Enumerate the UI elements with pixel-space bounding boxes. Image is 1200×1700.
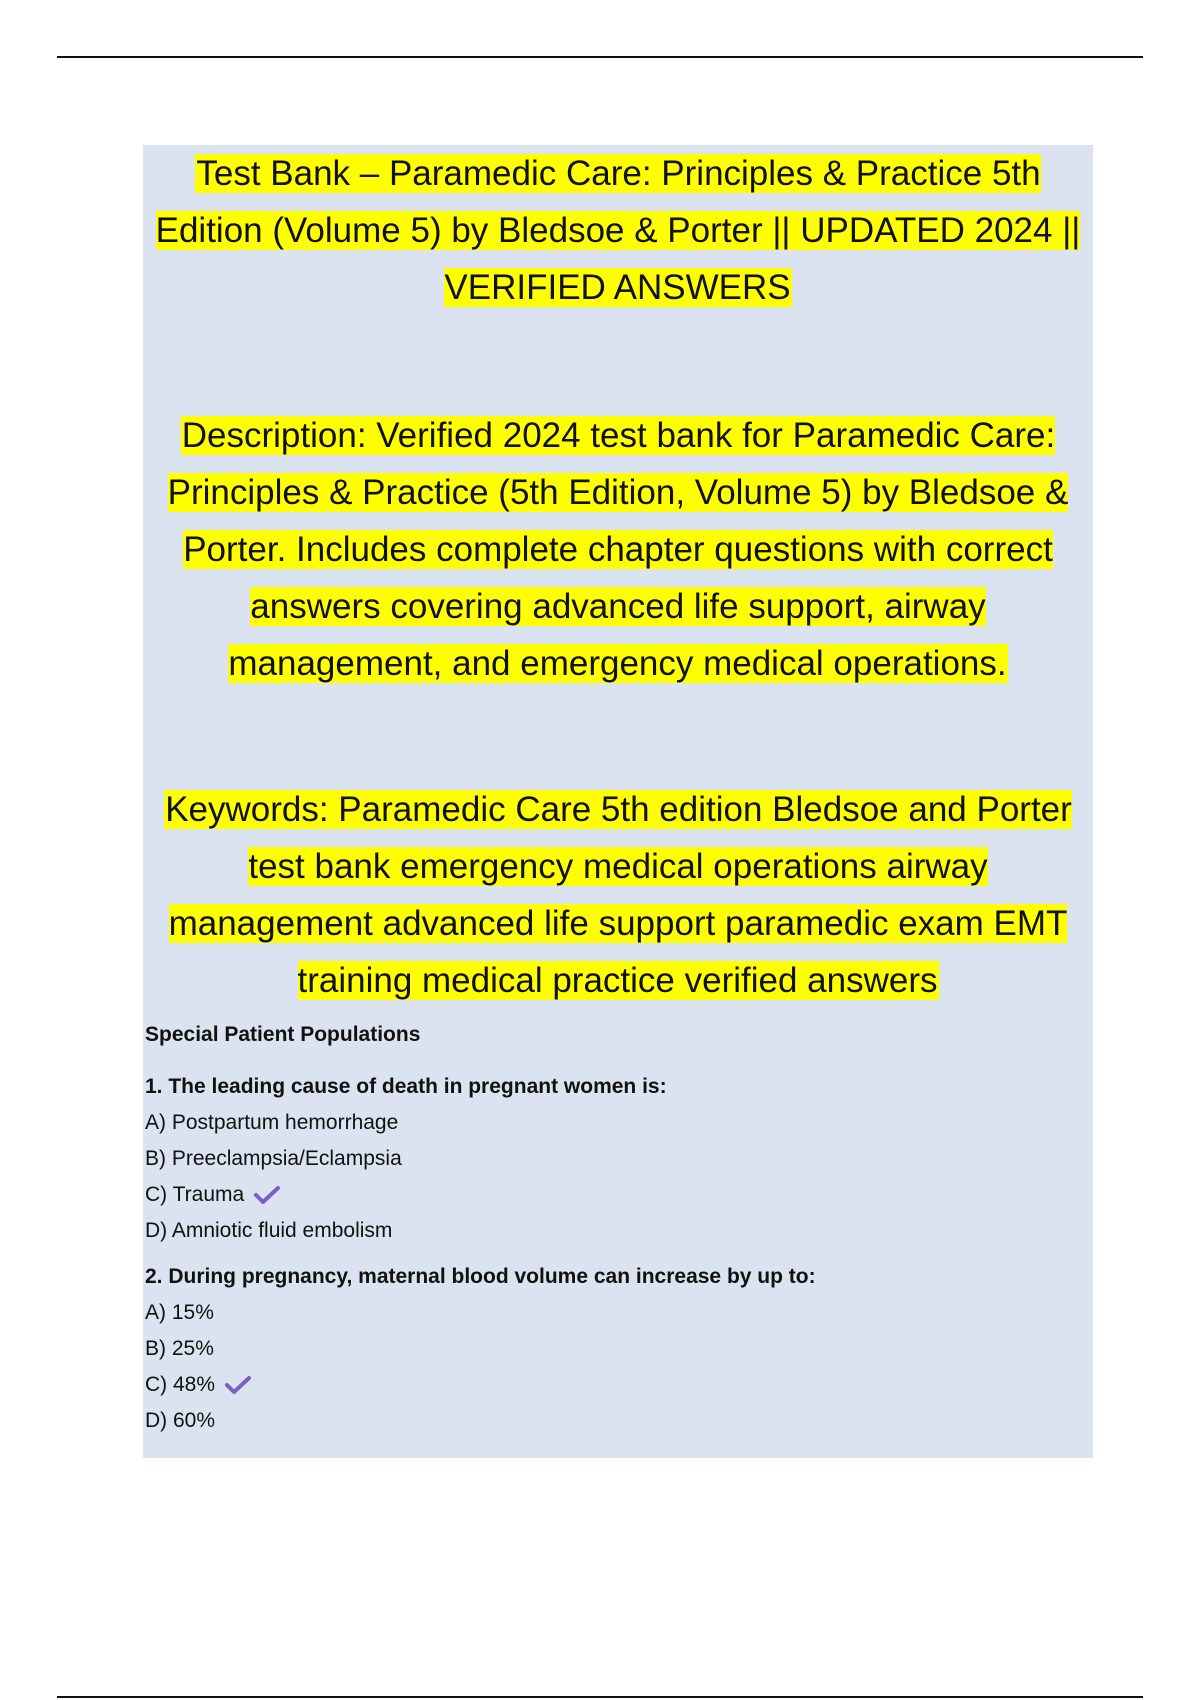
question-text: 2. During pregnancy, maternal blood volume can increase by up to:: [145, 1265, 816, 1288]
answer-option: C) 48%: [145, 1367, 816, 1403]
document-title: [143, 145, 1093, 316]
answer-option: D) 60%: [145, 1409, 216, 1432]
keywords-text: Keywords: Paramedic Care 5th edition Bledsoe and Porter test bank emergency medical operations airway management advanced life support paramedic exam EMT training medical practice verified answers: [165, 790, 1072, 1000]
description: [143, 407, 1093, 692]
answer-option: A) 15%: [145, 1301, 214, 1324]
answer-option: D) Amniotic fluid embolism: [145, 1219, 393, 1242]
question-2: [145, 1265, 816, 1439]
checkmark-icon: [225, 1375, 251, 1395]
answer-option: C) Trauma: [145, 1177, 667, 1213]
question-1: [145, 1075, 667, 1249]
top-rule: [57, 56, 1143, 58]
title-text: Test Bank – Paramedic Care: Principles & Practice 5th Edition (Volume 5) by Bledsoe & Porter || UPDATED 2024 || VERIFIED ANSWERS: [155, 154, 1081, 307]
bottom-rule: [57, 1696, 1143, 1698]
checkmark-icon: [254, 1185, 280, 1205]
keywords: [143, 781, 1093, 1009]
answer-option: B) Preeclampsia/Eclampsia: [145, 1147, 402, 1170]
content-panel: [143, 145, 1093, 1458]
description-text: Description: Verified 2024 test bank for Paramedic Care: Principles & Practice (5th Edition, Volume 5) by Bledsoe & Porter. Includes complete chapter questions with correct answers covering advanced life support, airway management, and emergency medical operations.: [167, 416, 1069, 683]
question-text: 1. The leading cause of death in pregnant women is:: [145, 1075, 667, 1098]
answer-option: B) 25%: [145, 1337, 214, 1360]
answer-option: A) Postpartum hemorrhage: [145, 1111, 399, 1134]
section-title: Special Patient Populations: [145, 1023, 421, 1046]
